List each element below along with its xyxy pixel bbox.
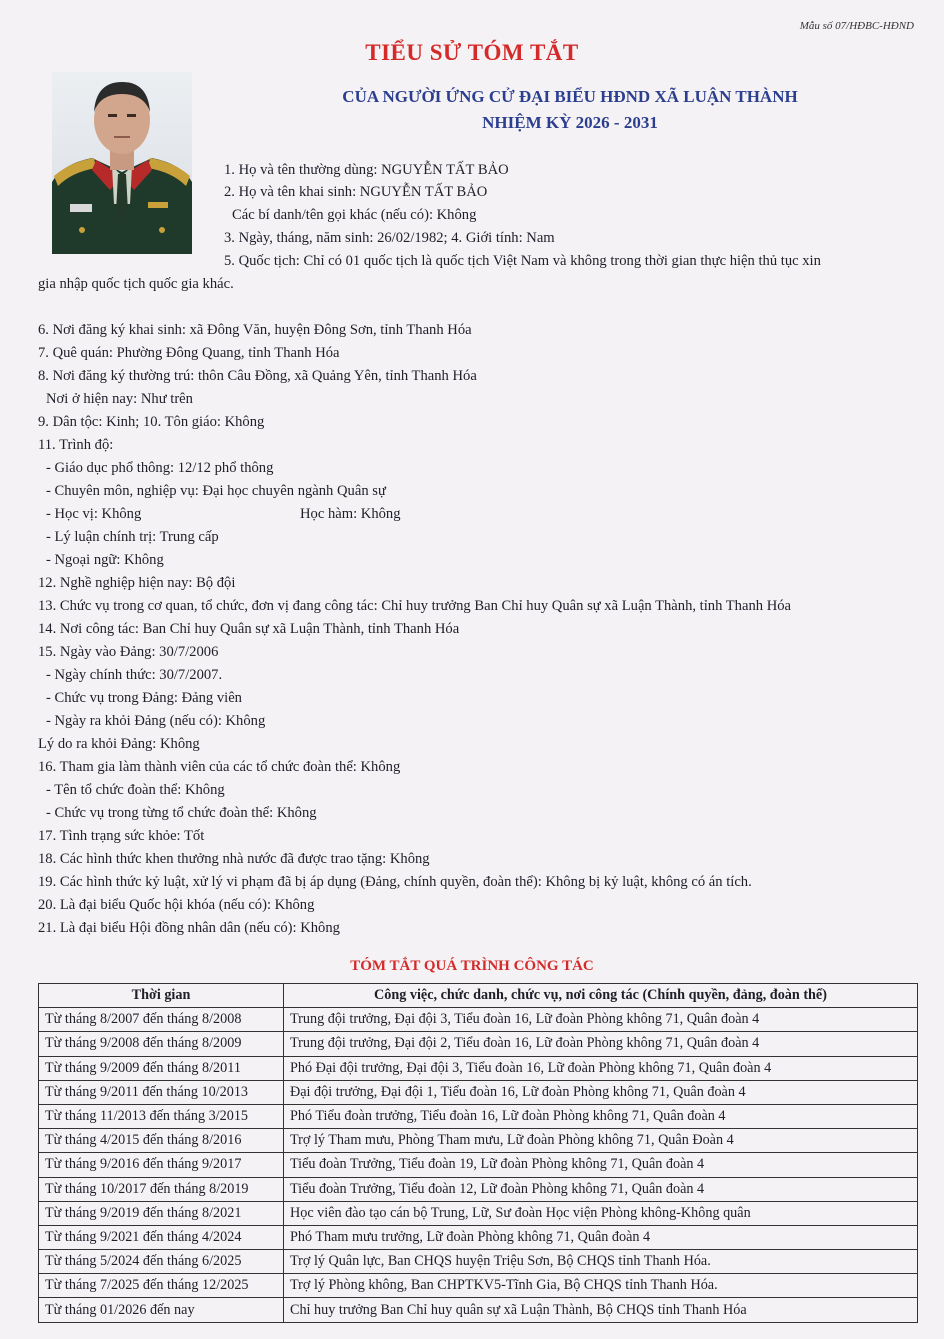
cell-time: Từ tháng 9/2016 đến tháng 9/2017 — [39, 1153, 284, 1177]
table-row — [39, 1032, 918, 1056]
field-general-education: - Giáo dục phổ thông: 12/12 phổ thông — [46, 460, 274, 476]
field-birth-name: 2. Họ và tên khai sinh: NGUYỄN TẤT BẢO — [224, 184, 488, 200]
column-header-time: Thời gian — [39, 984, 284, 1008]
field-permanent-residence: 8. Nơi đăng ký thường trú: thôn Câu Đồng, xã Quảng Yên, tỉnh Thanh Hóa — [38, 368, 477, 384]
field-political-theory: - Lý luận chính trị: Trung cấp — [46, 529, 219, 545]
cell-time: Từ tháng 9/2021 đến tháng 4/2024 — [39, 1225, 284, 1249]
field-discipline: 19. Các hình thức kỷ luật, xử lý vi phạm đã bị áp dụng (Đảng, chính quyền, đoàn thể): Không bị kỷ luật, không có án tích. — [38, 874, 752, 890]
field-organizations: 16. Tham gia làm thành viên của các tổ chức đoàn thể: Không — [38, 759, 401, 775]
cell-time: Từ tháng 01/2026 đến nay — [39, 1298, 284, 1322]
cell-time: Từ tháng 9/2011 đến tháng 10/2013 — [39, 1080, 284, 1104]
work-history-table — [38, 983, 918, 1323]
cell-time: Từ tháng 9/2019 đến tháng 8/2021 — [39, 1201, 284, 1225]
cell-work: Phó Đại đội trưởng, Đại đội 3, Tiểu đoàn 16, Lữ đoàn Phòng không 71, Quân đoàn 4 — [284, 1056, 918, 1080]
table-row — [39, 1056, 918, 1080]
field-awards: 18. Các hình thức khen thưởng nhà nước đã được trao tặng: Không — [38, 851, 430, 867]
cell-work: Tiểu đoàn Trưởng, Tiểu đoàn 12, Lữ đoàn Phòng không 71, Quân đoàn 4 — [284, 1177, 918, 1201]
field-birthdate-gender: 3. Ngày, tháng, năm sinh: 26/02/1982; 4. Giới tính: Nam — [224, 230, 555, 246]
field-nationality: 5. Quốc tịch: Chỉ có 01 quốc tịch là quốc tịch Việt Nam và không trong thời gian thực hiện thủ tục xin — [224, 253, 821, 269]
document-subtitle: CỦA NGƯỜI ỨNG CỬ ĐẠI BIỂU HĐND XÃ LUẬN THÀNH — [342, 87, 798, 106]
field-national-assembly: 20. Là đại biểu Quốc hội khóa (nếu có): Không — [38, 897, 315, 913]
cell-time: Từ tháng 9/2009 đến tháng 8/2011 — [39, 1056, 284, 1080]
field-education: 11. Trình độ: — [38, 437, 114, 453]
cell-work: Trung đội trưởng, Đại đội 2, Tiểu đoàn 16, Lữ đoàn Phòng không 71, Quân đoàn 4 — [284, 1032, 918, 1056]
cell-work: Học viên đào tạo cán bộ Trung, Lữ, Sư đoàn Học viện Phòng không-Không quân — [284, 1201, 918, 1225]
field-nationality-cont: gia nhập quốc tịch quốc gia khác. — [38, 276, 234, 292]
field-common-name: 1. Họ và tên thường dùng: NGUYỄN TẤT BẢO — [224, 162, 509, 178]
cell-work: Đại đội trưởng, Đại đội 1, Tiểu đoàn 16, Lữ đoàn Phòng không 71, Quân đoàn 4 — [284, 1080, 918, 1104]
cell-work: Tiểu đoàn Trưởng, Tiểu đoàn 19, Lữ đoàn Phòng không 71, Quân đoàn 4 — [284, 1153, 918, 1177]
table-row — [39, 1177, 918, 1201]
table-row — [39, 1129, 918, 1153]
cell-time: Từ tháng 9/2008 đến tháng 8/2009 — [39, 1032, 284, 1056]
field-party-position: - Chức vụ trong Đảng: Đảng viên — [46, 690, 242, 706]
field-academic-title: Học hàm: Không — [300, 506, 401, 522]
field-hometown: 7. Quê quán: Phường Đông Quang, tỉnh Thanh Hóa — [38, 345, 340, 361]
term-subtitle: NHIỆM KỲ 2026 - 2031 — [482, 113, 658, 132]
field-foreign-language: - Ngoại ngữ: Không — [46, 552, 164, 568]
cell-time: Từ tháng 5/2024 đến tháng 6/2025 — [39, 1250, 284, 1274]
table-row — [39, 1201, 918, 1225]
form-code: Mẫu số 07/HĐBC-HĐND — [799, 20, 914, 32]
field-current-residence: Nơi ở hiện nay: Như trên — [46, 391, 193, 407]
field-organization-position: - Chức vụ trong từng tổ chức đoàn thể: Không — [46, 805, 317, 821]
document-title: TIỂU SỬ TÓM TẮT — [365, 40, 579, 65]
column-header-work: Công việc, chức danh, chức vụ, nơi công tác (Chính quyền, đảng, đoàn thể) — [284, 984, 918, 1008]
field-people-council: 21. Là đại biểu Hội đồng nhân dân (nếu có): Không — [38, 920, 340, 936]
cell-work: Trợ lý Phòng không, Ban CHPTKV5-Tĩnh Gia, Bộ CHQS tỉnh Thanh Hóa. — [284, 1274, 918, 1298]
field-organization-name: - Tên tổ chức đoàn thể: Không — [46, 782, 225, 798]
cell-work: Chỉ huy trưởng Ban Chỉ huy quân sự xã Luận Thành, Bộ CHQS tỉnh Thanh Hóa — [284, 1298, 918, 1322]
cell-time: Từ tháng 8/2007 đến tháng 8/2008 — [39, 1008, 284, 1032]
table-row — [39, 1104, 918, 1128]
table-row — [39, 1153, 918, 1177]
field-party-leave-date: - Ngày ra khỏi Đảng (nếu có): Không — [46, 713, 266, 729]
cell-time: Từ tháng 10/2017 đến tháng 8/2019 — [39, 1177, 284, 1201]
table-row — [39, 1274, 918, 1298]
field-birth-registration: 6. Nơi đăng ký khai sinh: xã Đông Văn, huyện Đông Sơn, tỉnh Thanh Hóa — [38, 322, 472, 338]
cell-work: Trợ lý Tham mưu, Phòng Tham mưu, Lữ đoàn Phòng không 71, Quân Đoàn 4 — [284, 1129, 918, 1153]
table-row — [39, 1008, 918, 1032]
table-row — [39, 1250, 918, 1274]
field-occupation: 12. Nghề nghiệp hiện nay: Bộ đội — [38, 575, 236, 591]
table-header-row — [39, 984, 918, 1008]
candidate-photo — [52, 72, 192, 254]
field-degree: - Học vị: Không — [46, 506, 142, 522]
field-health: 17. Tình trạng sức khỏe: Tốt — [38, 828, 205, 844]
field-aliases: Các bí danh/tên gọi khác (nếu có): Không — [232, 207, 477, 223]
cell-work: Trợ lý Quân lực, Ban CHQS huyện Triệu Sơn, Bộ CHQS tỉnh Thanh Hóa. — [284, 1250, 918, 1274]
table-row — [39, 1225, 918, 1249]
cell-time: Từ tháng 4/2015 đến tháng 8/2016 — [39, 1129, 284, 1153]
field-party-leave-reason: Lý do ra khỏi Đảng: Không — [38, 736, 200, 752]
field-specialty: - Chuyên môn, nghiệp vụ: Đại học chuyên ngành Quân sự — [46, 483, 386, 499]
cell-time: Từ tháng 11/2013 đến tháng 3/2015 — [39, 1104, 284, 1128]
table-row — [39, 1080, 918, 1104]
cell-work: Phó Tiểu đoàn trưởng, Tiểu đoàn 16, Lữ đoàn Phòng không 71, Quân đoàn 4 — [284, 1104, 918, 1128]
cell-work: Trung đội trưởng, Đại đội 3, Tiểu đoàn 16, Lữ đoàn Phòng không 71, Quân đoàn 4 — [284, 1008, 918, 1032]
field-party-join-date: 15. Ngày vào Đảng: 30/7/2006 — [38, 644, 219, 660]
work-history-title: TÓM TẮT QUÁ TRÌNH CÔNG TÁC — [350, 958, 594, 974]
cell-time: Từ tháng 7/2025 đến tháng 12/2025 — [39, 1274, 284, 1298]
field-ethnicity-religion: 9. Dân tộc: Kinh; 10. Tôn giáo: Không — [38, 414, 265, 430]
field-workplace: 14. Nơi công tác: Ban Chỉ huy Quân sự xã Luận Thành, tỉnh Thanh Hóa — [38, 621, 460, 637]
field-position: 13. Chức vụ trong cơ quan, tổ chức, đơn vị đang công tác: Chỉ huy trưởng Ban Chỉ huy Quân sự xã Luận Thành, tỉnh Thanh Hóa — [38, 598, 792, 614]
table-row — [39, 1298, 918, 1322]
field-party-official-date: - Ngày chính thức: 30/7/2007. — [46, 667, 223, 683]
cell-work: Phó Tham mưu trưởng, Lữ đoàn Phòng không 71, Quân đoàn 4 — [284, 1225, 918, 1249]
